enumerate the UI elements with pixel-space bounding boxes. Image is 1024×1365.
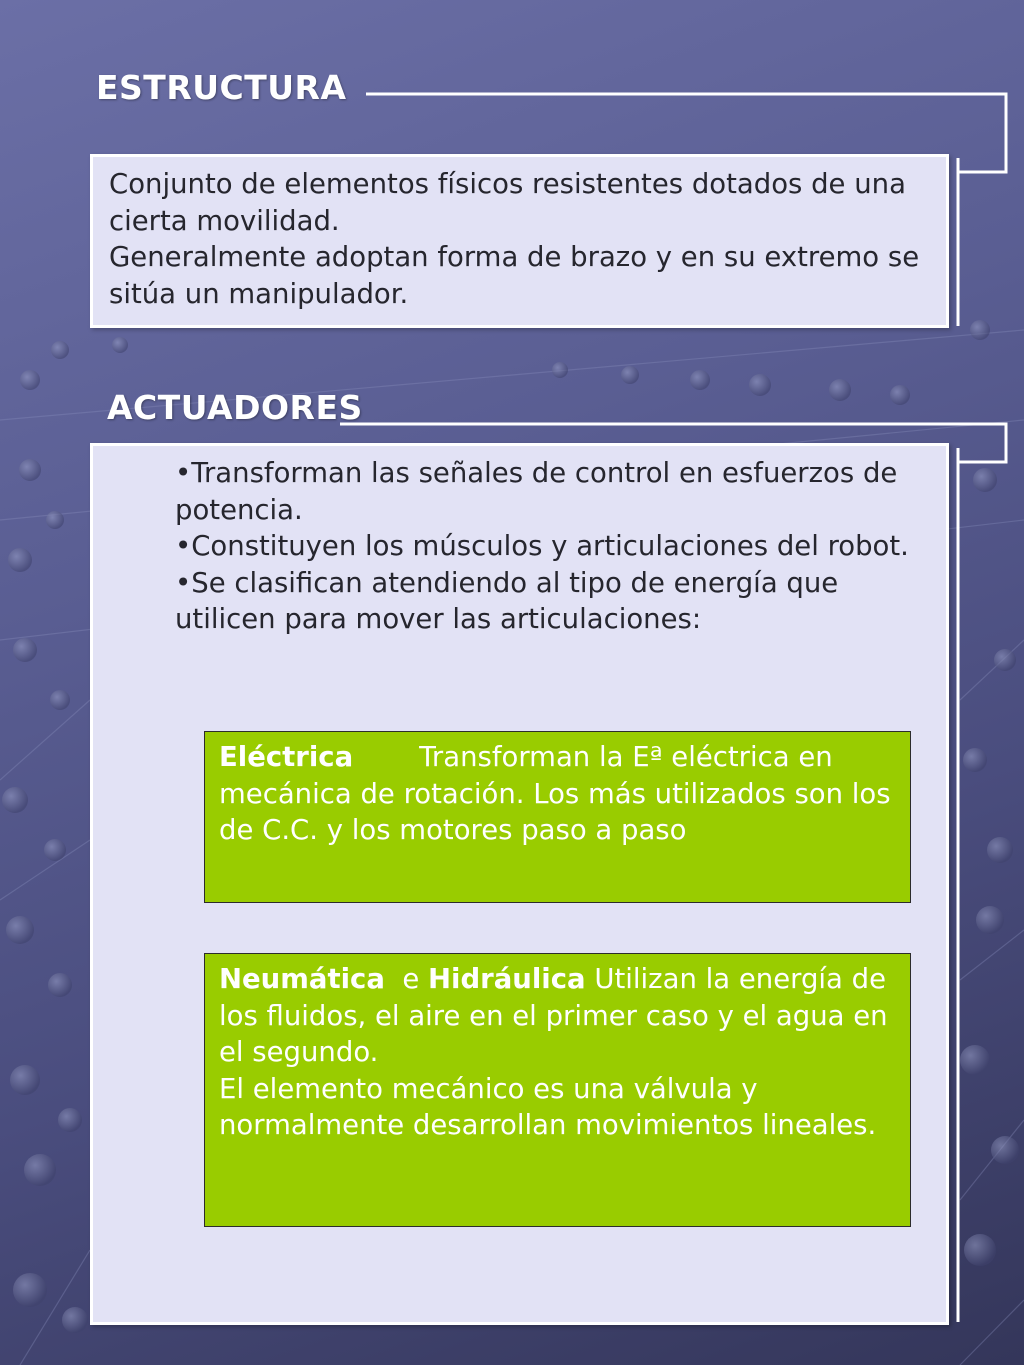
bullet-icon: •	[175, 530, 192, 562]
bullet-icon: •	[175, 457, 192, 489]
estructura-text	[109, 166, 930, 312]
bullet-icon: •	[175, 566, 192, 599]
neumatica-text-2: El elemento mecánico es una válvula y normalmente desarrollan movimientos lineales.	[219, 1072, 877, 1141]
joiner-text: e	[402, 963, 420, 995]
estructura-heading: ESTRUCTURA	[96, 68, 347, 107]
neumatica-term: Neumática	[219, 963, 385, 995]
actuadores-bullet-list	[175, 455, 924, 638]
neumatica-hidraulica-box	[204, 953, 911, 1227]
estructura-line: Conjunto de elementos físicos resistentes dotados de una cierta movilidad.	[109, 168, 906, 237]
list-item	[175, 455, 924, 528]
list-item	[175, 528, 924, 565]
electrica-term: Eléctrica	[219, 741, 354, 773]
estructura-panel	[90, 154, 949, 328]
actuadores-heading: ACTUADORES	[107, 388, 363, 427]
bullet-text: Transforman las señales de control en esfuerzos de potencia.	[175, 457, 898, 526]
electrica-box	[204, 731, 911, 903]
list-item	[175, 565, 924, 638]
estructura-line: Generalmente adoptan forma de brazo y en su extremo se sitúa un manipulador.	[109, 241, 920, 310]
electrica-text: Transforman la Eª eléctrica en mecánica de rotación. Los más utilizados son los de C.C. y los motores paso a paso	[219, 741, 891, 846]
hidraulica-term: Hidráulica	[428, 963, 586, 995]
bullet-text: Se clasifican atendiendo al tipo de energía que utilicen para mover las articulaciones:	[175, 566, 839, 635]
bullet-text: Constituyen los músculos y articulaciones del robot.	[191, 530, 909, 562]
neumatica-text: Utilizan la energía de los fluidos, el aire en el primer caso y el agua en el segundo.	[219, 963, 888, 1068]
